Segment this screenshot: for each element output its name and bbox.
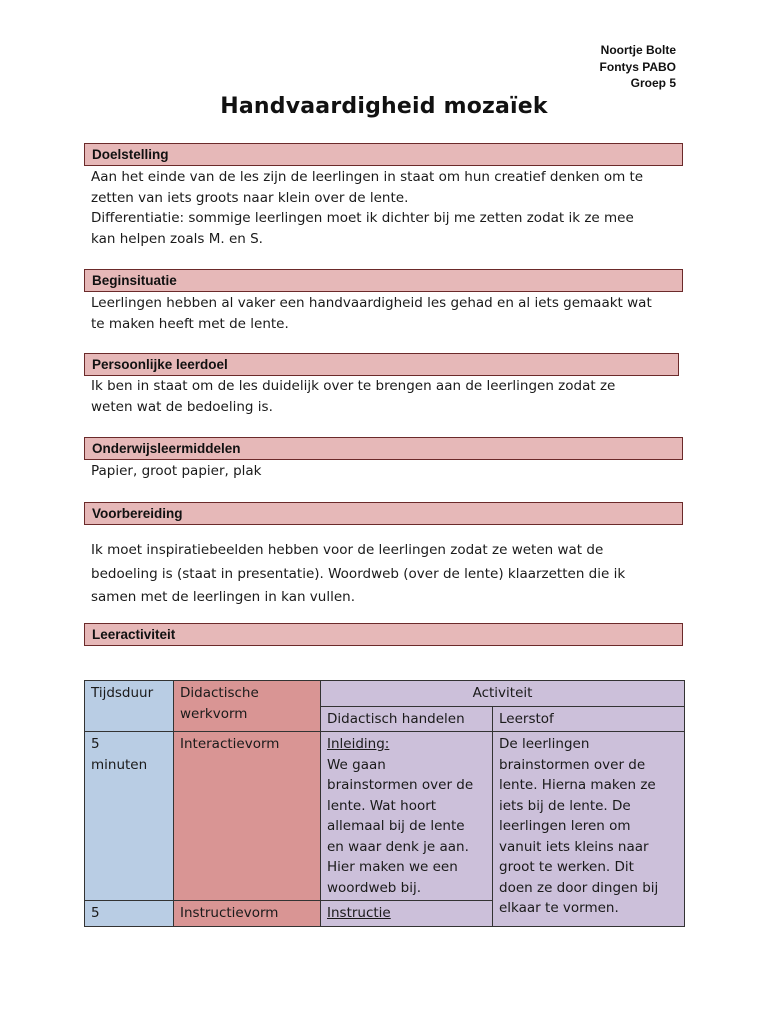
text-persoonlijke-leerdoel	[91, 376, 691, 417]
text-voorbereiding	[91, 539, 691, 610]
header-leerstof: Leerstof	[493, 706, 685, 732]
cell-line: leerlingen leren om	[499, 818, 631, 834]
text-line: zetten van iets groots naar klein over de lente.	[91, 189, 409, 206]
heading-voorbereiding: Voorbereiding	[84, 502, 683, 525]
text-line: Differentiatie: sommige leerlingen moet ik dichter bij me zetten zodat ik ze mee	[91, 210, 634, 226]
cell-line: lente. Hierna maken ze	[499, 777, 656, 793]
cell-tijdsduur: 5	[85, 901, 174, 927]
cell-leerstof	[493, 732, 685, 927]
cell-line: doen ze door dingen bij	[499, 879, 659, 896]
header-werkvorm-line: werkvorm	[180, 705, 248, 722]
author-block	[600, 42, 676, 92]
heading-persoonlijke-leerdoel: Persoonlijke leerdoel	[84, 353, 679, 376]
text-line: Aan het einde van de les zijn de leerlingen in staat om hun creatief denken om te	[91, 169, 644, 185]
text-beginsituatie	[91, 293, 691, 334]
cell-werkvorm: Interactievorm	[174, 732, 321, 901]
cell-heading: Instructie	[327, 905, 391, 921]
header-werkvorm-line: Didactische	[180, 685, 259, 701]
header-activiteit: Activiteit	[321, 681, 685, 707]
cell-line: allemaal bij de lente	[327, 818, 465, 834]
author-school: Fontys PABO	[599, 59, 676, 74]
table-header-row	[85, 681, 685, 707]
cell-heading: Inleiding:	[327, 736, 390, 752]
cell-line: woordweb bij.	[327, 879, 422, 896]
cell-line: minuten	[91, 756, 148, 773]
text-onderwijsleermiddelen	[91, 461, 691, 482]
text-line: te maken heeft met de lente.	[91, 315, 289, 332]
text-line: Papier, groot papier, plak	[91, 463, 262, 479]
heading-leeractiviteit: Leeractiviteit	[84, 623, 683, 646]
cell-line: brainstormen over de	[327, 777, 474, 793]
text-line: Leerlingen hebben al vaker een handvaardigheid les gehad en al iets gemaakt wat	[91, 295, 652, 311]
cell-line: en waar denk je aan.	[327, 838, 469, 855]
text-line: Ik ben in staat om de les duidelijk over te brengen aan de leerlingen zodat ze	[91, 378, 616, 394]
cell-line: lente. Wat hoort	[327, 797, 437, 814]
author-name: Noortje Bolte	[600, 43, 676, 57]
cell-didactisch-handelen	[321, 732, 493, 901]
header-tijdsduur: Tijdsduur	[85, 681, 174, 732]
cell-tijdsduur	[85, 732, 174, 901]
heading-beginsituatie: Beginsituatie	[84, 269, 683, 292]
cell-line: brainstormen over de	[499, 756, 646, 773]
text-line: kan helpen zoals M. en S.	[91, 230, 263, 247]
cell-line: Hier maken we een	[327, 859, 458, 875]
heading-doelstelling: Doelstelling	[84, 143, 683, 166]
cell-line: groot te werken. Dit	[499, 859, 634, 875]
cell-line: vanuit iets kleins naar	[499, 838, 649, 855]
cell-didactisch-handelen	[321, 901, 493, 927]
text-line: samen met de leerlingen in kan vullen.	[91, 589, 356, 605]
cell-line: iets bij de lente. De	[499, 797, 631, 814]
cell-line: We gaan	[327, 756, 386, 773]
header-didactisch-handelen: Didactisch handelen	[321, 706, 493, 732]
cell-line: elkaar te vormen.	[499, 900, 619, 916]
text-line: bedoeling is (staat in presentatie). Woordweb (over de lente) klaarzetten die ik	[91, 565, 626, 582]
table-row	[85, 732, 685, 901]
header-werkvorm	[174, 681, 321, 732]
text-line: weten wat de bedoeling is.	[91, 398, 273, 415]
cell-werkvorm: Instructievorm	[174, 901, 321, 927]
document-title: Handvaardigheid mozaïek	[220, 94, 548, 119]
cell-line: 5	[91, 736, 100, 752]
author-group: Groep 5	[630, 76, 676, 90]
text-line: Ik moet inspiratiebeelden hebben voor de leerlingen zodat ze weten wat de	[91, 542, 604, 558]
lesson-plan-table	[84, 680, 685, 927]
heading-onderwijsleermiddelen: Onderwijsleermiddelen	[84, 437, 683, 460]
cell-line: De leerlingen	[499, 736, 590, 752]
text-doelstelling	[91, 167, 691, 249]
